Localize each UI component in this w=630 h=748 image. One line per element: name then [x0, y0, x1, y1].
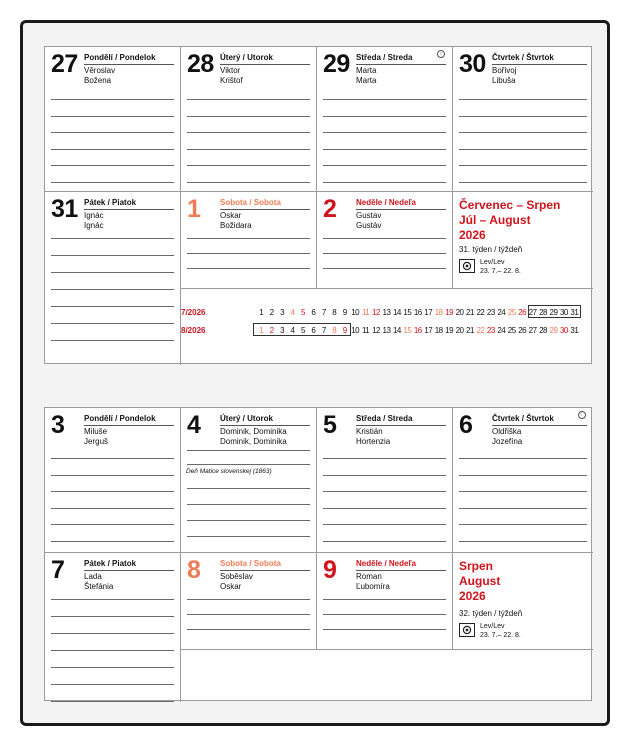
writing-line — [459, 99, 587, 100]
day-cell-4[interactable] — [181, 408, 317, 553]
mini-calendar-day[interactable]: 19 — [445, 326, 454, 335]
writing-line — [323, 491, 446, 492]
day-cell-29[interactable] — [317, 47, 453, 192]
writing-line — [459, 116, 587, 117]
writing-line — [459, 508, 587, 509]
writing-line — [51, 616, 174, 617]
mini-calendar-day[interactable]: 4 — [290, 326, 295, 335]
day-number: 6 — [459, 411, 473, 439]
mini-calendar-day[interactable]: 31 — [570, 308, 579, 317]
mini-calendar-day[interactable]: 22 — [476, 326, 485, 335]
nameday-cz: Ignác — [84, 211, 104, 220]
divider — [492, 64, 587, 65]
day-cell-3[interactable] — [45, 408, 181, 553]
day-name: Neděle / Nedeľa — [356, 559, 416, 568]
writing-line — [51, 650, 174, 651]
nameday — [84, 66, 115, 86]
divider — [84, 570, 174, 571]
writing-line — [187, 504, 310, 505]
writing-line — [187, 599, 310, 600]
mini-calendar-day[interactable]: 1 — [259, 308, 264, 317]
day-name: Neděle / Nedeľa — [356, 198, 416, 207]
nameday — [492, 427, 522, 447]
mini-calendar-day[interactable]: 20 — [455, 308, 464, 317]
nameday-cz: Viktor — [220, 66, 241, 75]
nameday-cz: Oskar — [220, 211, 242, 220]
divider — [220, 425, 310, 426]
month-title-sk: August — [459, 574, 501, 588]
writing-line — [187, 132, 310, 133]
writing-line — [323, 238, 446, 239]
divider — [356, 425, 446, 426]
divider — [84, 64, 174, 65]
mini-calendar-day[interactable]: 10 — [351, 326, 360, 335]
mini-calendar-row — [181, 306, 580, 319]
mini-calendar-day[interactable]: 30 — [559, 308, 568, 317]
month-info-cell — [453, 192, 593, 289]
writing-line — [187, 614, 310, 615]
day-name: Pondělí / Pondelok — [84, 53, 156, 62]
nameday — [356, 572, 390, 592]
day-number: 28 — [187, 50, 214, 78]
mini-calendar-day[interactable]: 12 — [372, 326, 380, 335]
day-cell-9[interactable] — [317, 553, 453, 650]
nameday-cz: Věroslav — [84, 66, 116, 75]
writing-line — [323, 541, 446, 542]
mini-calendar-day[interactable]: 4 — [290, 308, 295, 317]
writing-line — [323, 458, 446, 459]
nameday — [84, 211, 104, 231]
mini-calendar-day[interactable]: 20 — [455, 326, 464, 335]
mini-calendar-day[interactable]: 9 — [342, 326, 347, 335]
mini-calendar-day[interactable]: 11 — [361, 308, 370, 317]
nameday-cz: Gustav — [356, 211, 382, 220]
mini-calendar-day[interactable]: 28 — [539, 308, 547, 317]
writing-line — [323, 253, 446, 254]
day-number: 3 — [51, 411, 65, 439]
writing-line — [187, 165, 310, 166]
day-number: 9 — [323, 556, 337, 584]
day-name: Čtvrtek / Štvrtok — [492, 414, 554, 423]
writing-line — [51, 238, 174, 239]
writing-line — [51, 149, 174, 150]
mini-calendar-day[interactable]: 11 — [361, 326, 370, 335]
month-year: 2026 — [459, 228, 486, 242]
mini-calendar-day[interactable]: 2 — [269, 326, 274, 335]
writing-line — [51, 132, 174, 133]
writing-line — [51, 684, 174, 685]
mini-calendar-day[interactable]: 16 — [413, 308, 422, 317]
zodiac-dates: 23. 7.– 22. 8. — [480, 632, 521, 639]
month-title — [459, 559, 500, 604]
writing-line — [323, 629, 446, 630]
writing-line — [51, 475, 174, 476]
writing-line — [323, 182, 446, 183]
writing-line — [51, 458, 174, 459]
nameday-cz: Roman — [356, 572, 382, 581]
nameday — [220, 572, 253, 592]
mini-calendar-day[interactable]: 24 — [497, 308, 506, 317]
current-week-highlight — [528, 305, 581, 318]
writing-line — [323, 149, 446, 150]
mini-calendar-day[interactable]: 16 — [413, 326, 422, 335]
nameday-cz: Marta — [356, 66, 377, 75]
day-number: 7 — [51, 556, 65, 584]
day-cell-2[interactable] — [317, 192, 453, 289]
day-number: 27 — [51, 50, 78, 78]
writing-line — [187, 149, 310, 150]
writing-line — [51, 508, 174, 509]
mini-calendar-month-label: 8/2026 — [181, 326, 206, 335]
zodiac-name: Lev/Lev — [480, 259, 505, 266]
moon-phase-icon: ☾ — [579, 412, 585, 418]
writing-line — [187, 253, 310, 254]
day-name: Pátek / Piatok — [84, 559, 137, 568]
nameday-cz: Soběslav — [220, 572, 253, 581]
day-cell-31[interactable] — [45, 192, 181, 365]
writing-line — [459, 475, 587, 476]
writing-line — [459, 149, 587, 150]
day-name: Středa / Streda — [356, 53, 413, 62]
day-number: 1 — [187, 195, 201, 223]
divider — [220, 209, 310, 210]
mini-calendar-day[interactable]: 21 — [466, 308, 474, 317]
mini-calendar-day[interactable]: 30 — [559, 326, 568, 335]
zodiac-info — [480, 622, 521, 640]
nameday-cz: Kristián — [356, 427, 383, 436]
divider — [84, 209, 174, 210]
day-number: 31 — [51, 195, 78, 223]
mini-calendar-day[interactable]: 28 — [539, 326, 547, 335]
mini-calendar-day[interactable]: 2 — [269, 308, 274, 317]
nameday — [220, 427, 287, 447]
nameday-cz: Bořivoj — [492, 66, 517, 75]
writing-line — [187, 99, 310, 100]
writing-line — [187, 536, 310, 537]
writing-line — [323, 132, 446, 133]
mini-calendar-row — [181, 324, 580, 337]
month-title-cz: Srpen — [459, 559, 494, 573]
writing-line — [323, 614, 446, 615]
divider — [356, 64, 446, 65]
mini-calendar-day[interactable]: 18 — [434, 326, 443, 335]
nameday-sk: Marta — [356, 76, 377, 85]
nameday-sk: Ľubomíra — [356, 582, 390, 591]
nameday — [356, 427, 390, 447]
nameday — [492, 66, 516, 86]
day-name: Úterý / Utorok — [220, 53, 273, 62]
zodiac-name: Lev/Lev — [480, 623, 505, 630]
zodiac-info — [480, 258, 521, 276]
day-number: 29 — [323, 50, 350, 78]
writing-line — [51, 116, 174, 117]
nameday-cz: Lada — [84, 572, 102, 581]
day-cell-6[interactable] — [453, 408, 593, 553]
nameday — [84, 572, 113, 592]
divider — [492, 425, 587, 426]
mini-calendar-day[interactable]: 8 — [332, 326, 337, 335]
writing-line — [459, 541, 587, 542]
nameday — [356, 66, 376, 86]
day-cell-8[interactable] — [181, 553, 317, 650]
leo-zodiac-icon — [459, 623, 475, 637]
writing-line — [51, 99, 174, 100]
day-name: Čtvrtek / Štvrtok — [492, 53, 554, 62]
day-cell-27[interactable] — [45, 47, 181, 192]
moon-phase-icon: ○ — [437, 50, 445, 58]
writing-line — [51, 701, 174, 702]
writing-line — [323, 599, 446, 600]
writing-line — [187, 116, 310, 117]
divider — [220, 64, 310, 65]
nameday-sk: Jerguš — [84, 437, 109, 446]
mini-calendar-day[interactable]: 7 — [321, 326, 326, 335]
mini-calendar-day[interactable]: 27 — [528, 326, 537, 335]
mini-calendar-day[interactable]: 9 — [342, 308, 347, 317]
writing-line — [323, 165, 446, 166]
writing-line — [51, 182, 174, 183]
mini-calendar-day[interactable]: 29 — [549, 326, 558, 335]
day-number: 4 — [187, 411, 201, 439]
day-cell-1[interactable] — [181, 192, 317, 289]
mini-calendar-day[interactable]: 27 — [528, 308, 537, 317]
week-31-panel — [44, 46, 592, 364]
divider — [84, 425, 174, 426]
day-name: Sobota / Sobota — [220, 559, 281, 568]
mini-calendar-day[interactable]: 21 — [466, 326, 474, 335]
mini-calendar-day[interactable]: 17 — [424, 308, 433, 317]
nameday — [84, 427, 108, 447]
day-cell-5[interactable] — [317, 408, 453, 553]
writing-line — [459, 165, 587, 166]
day-name: Sobota / Sobota — [220, 198, 281, 207]
day-name: Úterý / Utorok — [220, 414, 273, 423]
writing-line — [187, 629, 310, 630]
day-number: 30 — [459, 50, 486, 78]
week-32-panel — [44, 407, 592, 701]
writing-line — [323, 475, 446, 476]
month-title-sk: Júl – August — [459, 213, 531, 227]
nameday — [356, 211, 381, 231]
day-number: 5 — [323, 411, 337, 439]
writing-line — [51, 667, 174, 668]
writing-line — [323, 99, 446, 100]
writing-line — [187, 238, 310, 239]
day-name: Pondělí / Pondelok — [84, 414, 156, 423]
mini-calendar-day[interactable]: 18 — [434, 308, 443, 317]
writing-line — [187, 182, 310, 183]
day-name: Pátek / Piatok — [84, 198, 137, 207]
writing-line — [51, 340, 174, 341]
holiday-note: Deň Matice slovenskej (1863) — [186, 468, 272, 475]
divider — [220, 570, 310, 571]
writing-line — [51, 272, 174, 273]
writing-line — [187, 450, 310, 451]
nameday-sk: Libuša — [492, 76, 516, 85]
mini-calendar-day[interactable]: 14 — [392, 308, 401, 317]
zodiac-dates: 23. 7.– 22. 8. — [480, 268, 521, 275]
writing-line — [51, 524, 174, 525]
mini-calendar-day[interactable]: 23 — [486, 326, 495, 335]
mini-calendar-day[interactable]: 22 — [476, 308, 485, 317]
planner-page-frame — [20, 20, 610, 726]
mini-calendar-day[interactable]: 7 — [321, 308, 326, 317]
writing-line — [323, 524, 446, 525]
mini-calendar-day[interactable]: 8 — [332, 308, 337, 317]
writing-line — [51, 289, 174, 290]
writing-line — [51, 541, 174, 542]
nameday-sk: Štefánia — [84, 582, 114, 591]
mini-calendar-day[interactable]: 3 — [280, 308, 285, 317]
mini-calendar — [181, 297, 592, 342]
writing-line — [187, 268, 310, 269]
mini-calendar-day[interactable]: 14 — [392, 326, 401, 335]
divider — [356, 570, 446, 571]
nameday-cz: Oldřiška — [492, 427, 522, 436]
divider — [356, 209, 446, 210]
writing-line — [51, 599, 174, 600]
mini-calendar-month-label: 7/2026 — [181, 308, 206, 317]
day-number: 2 — [323, 195, 337, 223]
nameday-sk: Dominik, Dominika — [220, 437, 287, 446]
mini-calendar-day[interactable]: 17 — [424, 326, 433, 335]
writing-line — [459, 458, 587, 459]
writing-line — [187, 488, 310, 489]
nameday-cz: Dominik, Dominika — [220, 427, 287, 436]
mini-calendar-day[interactable]: 29 — [549, 308, 558, 317]
mini-calendar-day[interactable]: 13 — [382, 308, 391, 317]
nameday-sk: Jozefína — [492, 437, 523, 446]
writing-line — [459, 491, 587, 492]
mini-calendar-day[interactable]: 6 — [311, 308, 316, 317]
mini-calendar-day[interactable]: 13 — [382, 326, 391, 335]
writing-line — [323, 508, 446, 509]
month-year: 2026 — [459, 589, 486, 603]
writing-line — [323, 268, 446, 269]
current-week-highlight — [253, 323, 351, 336]
week-number: 31. týden / týždeň — [459, 245, 523, 254]
mini-calendar-day[interactable]: 24 — [497, 326, 506, 335]
mini-calendar-day[interactable]: 31 — [570, 326, 579, 335]
mini-calendar-day[interactable]: 26 — [518, 308, 527, 317]
writing-line — [459, 132, 587, 133]
nameday-sk: Krištof — [220, 76, 243, 85]
day-number: 8 — [187, 556, 201, 584]
nameday-sk: Oskar — [220, 582, 242, 591]
day-cell-7[interactable] — [45, 553, 181, 702]
mini-calendar-day[interactable]: 15 — [403, 326, 412, 335]
nameday-sk: Ignác — [84, 221, 104, 230]
day-cell-28[interactable] — [181, 47, 317, 192]
day-name: Středa / Streda — [356, 414, 413, 423]
writing-line — [51, 165, 174, 166]
writing-line — [323, 116, 446, 117]
leo-zodiac-icon — [459, 259, 475, 273]
day-cell-30[interactable] — [453, 47, 593, 192]
mini-calendar-day[interactable]: 10 — [351, 308, 360, 317]
mini-calendar-day[interactable]: 5 — [300, 308, 305, 317]
nameday-sk: Hortenzia — [356, 437, 391, 446]
mini-calendar-day[interactable]: 1 — [259, 326, 264, 335]
writing-line — [51, 633, 174, 634]
mini-calendar-day[interactable]: 3 — [280, 326, 285, 335]
mini-calendar-day[interactable]: 5 — [300, 326, 305, 335]
writing-line — [51, 255, 174, 256]
week-number: 32. týden / týždeň — [459, 609, 523, 618]
writing-line — [187, 520, 310, 521]
mini-calendar-day[interactable]: 12 — [372, 308, 380, 317]
writing-line — [459, 182, 587, 183]
writing-line — [51, 491, 174, 492]
nameday-sk: Božidara — [220, 221, 252, 230]
nameday — [220, 66, 243, 86]
mini-calendar-day[interactable]: 19 — [445, 308, 454, 317]
nameday-sk: Božena — [84, 76, 112, 85]
nameday-sk: Gustáv — [356, 221, 382, 230]
mini-calendar-day[interactable]: 25 — [507, 326, 516, 335]
month-title — [459, 198, 560, 243]
nameday-cz: Miluše — [84, 427, 108, 436]
month-info-cell — [453, 553, 593, 650]
writing-line — [51, 306, 174, 307]
mini-calendar-day[interactable]: 26 — [518, 326, 527, 335]
mini-calendar-day[interactable]: 23 — [486, 308, 495, 317]
writing-line — [459, 524, 587, 525]
month-title-cz: Červenec – Srpen — [459, 198, 561, 212]
mini-calendar-day[interactable]: 15 — [403, 308, 412, 317]
mini-calendar-day[interactable]: 25 — [507, 308, 516, 317]
mini-calendar-day[interactable]: 6 — [311, 326, 316, 335]
writing-line — [51, 323, 174, 324]
writing-line — [187, 464, 310, 465]
nameday — [220, 211, 252, 231]
